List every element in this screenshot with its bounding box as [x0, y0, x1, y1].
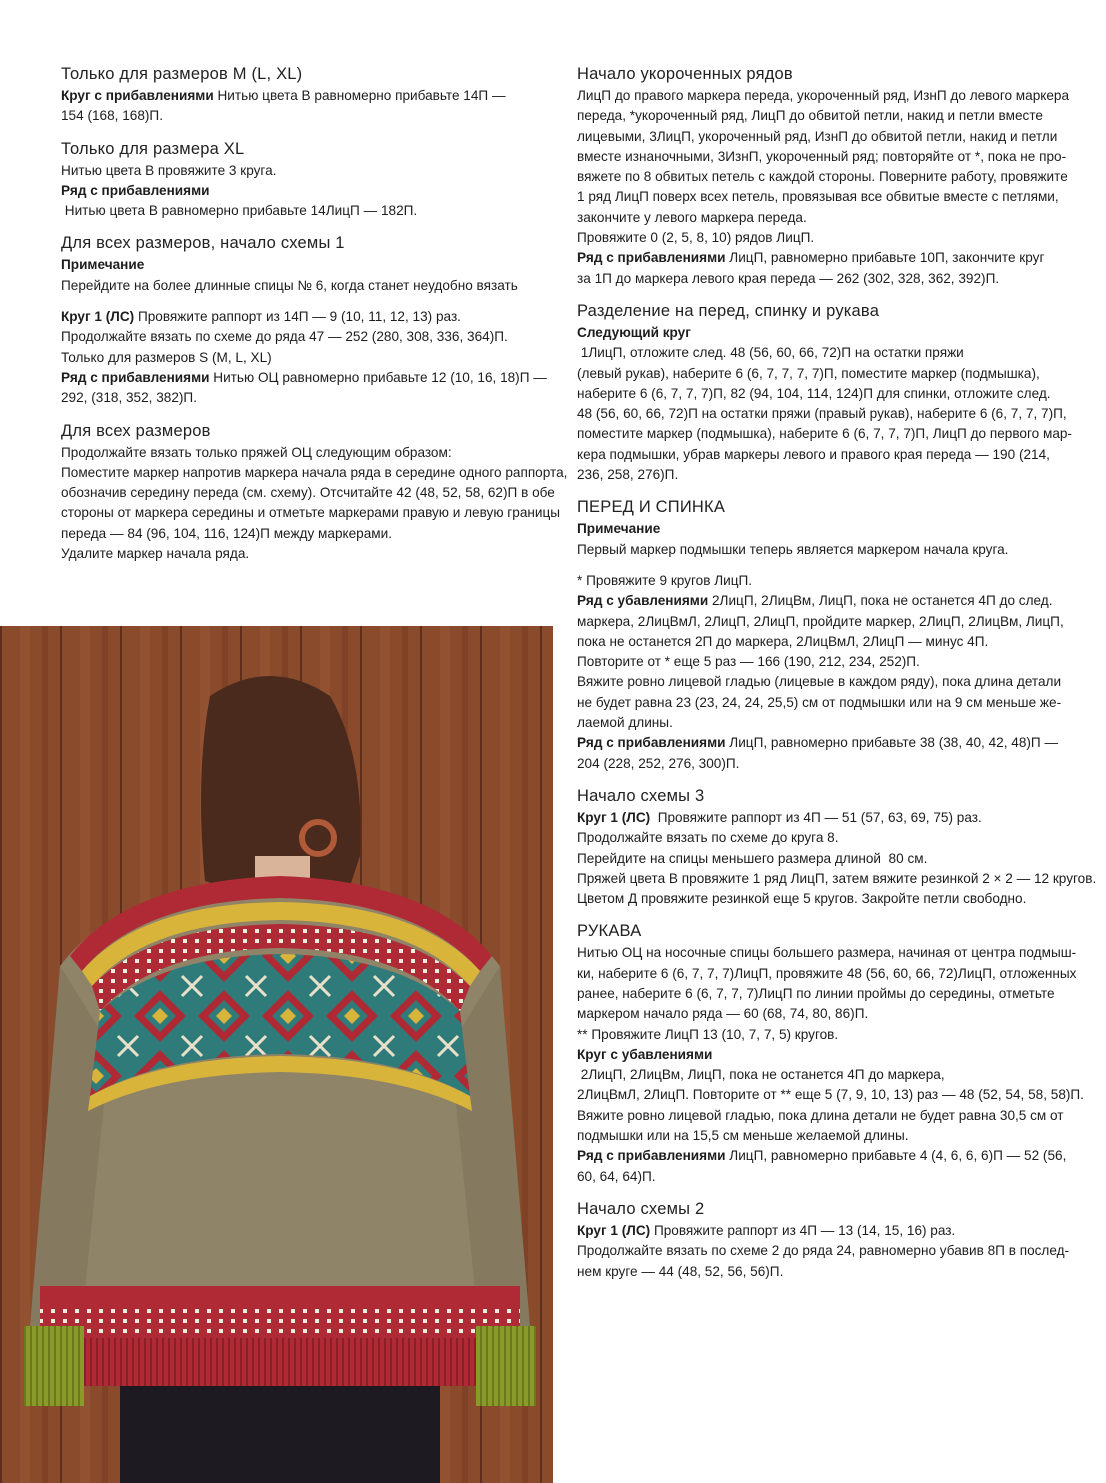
- line-text: Провяжите раппорт из 4П — 13 (14, 15, 16) раз.: [650, 1222, 956, 1238]
- text-line: [577, 964, 1077, 984]
- line-text: 2ЛицП, 2ЛицВм, ЛицП, пока не останется 4П до маркера,: [577, 1067, 945, 1083]
- text-line: [61, 503, 561, 523]
- text-line: [577, 519, 1067, 539]
- text-line: [577, 672, 1067, 692]
- left-cuff: [24, 1326, 84, 1406]
- line-bold-label: Круг 1 (ЛС): [577, 809, 651, 825]
- line-text: Нитью цвета В равномерно прибавьте 14ЛицП — 182П.: [61, 203, 418, 219]
- text-line: [577, 849, 1067, 869]
- line-text: Продолжайте вязать по схеме до ряда 47 — 252 (280, 308, 336, 364)П.: [61, 329, 508, 345]
- text-line: [577, 106, 1067, 126]
- line-bold-label: Следующий круг: [577, 324, 691, 340]
- line-text: маркера, 2ЛицВмЛ, 2ЛицП, 2ЛицП, пройдите маркер, 2ЛицП, 2ЛицВм, ЛицП,: [577, 613, 1064, 629]
- line-text: 154 (168, 168)П.: [61, 108, 163, 124]
- section-chart-2: [577, 1199, 1070, 1282]
- section-all-sizes: [61, 421, 568, 565]
- line-text: Провяжите 0 (2, 5, 8, 10) рядов ЛицП.: [577, 230, 815, 246]
- text-line: [61, 327, 561, 347]
- line-text: ЛицП, равномерно прибавьте 10П, закончите круг: [725, 250, 1045, 266]
- line-text: наберите 6 (6, 7, 7, 7)П, 82 (94, 104, 114, 124)П для спинки, отложите след.: [577, 385, 1051, 401]
- line-text: Перейдите на спицы меньшего размера длиной 80 см.: [577, 850, 928, 866]
- text-line: [577, 1106, 1067, 1126]
- line-text: Нитью цвета В провяжите 3 круга.: [61, 162, 277, 178]
- left-column: [61, 64, 568, 576]
- section-sleeves: [577, 921, 1084, 1187]
- line-text: переда — 84 (96, 104, 116, 124)П между маркерами.: [61, 525, 393, 541]
- right-column: [577, 64, 1097, 1294]
- line-text: ЛицП, равномерно прибавьте 38 (38, 40, 42, 48)П —: [725, 735, 1059, 751]
- line-bold-label: Круг 1 (ЛС): [577, 1222, 651, 1238]
- section-divide: [577, 301, 1072, 485]
- line-text: вяжете по 8 обвитых петель с каждой стороны. Поверните работу, провяжите: [577, 169, 1068, 185]
- text-line: [577, 1241, 1070, 1261]
- line-text: кера подмышки, убрав маркеры левого и правого края переда — 190 (214,: [577, 446, 1050, 462]
- section-note: [61, 255, 561, 296]
- text-line: [577, 1085, 1084, 1105]
- text-line: [577, 591, 1067, 611]
- line-bold-label: Ряд с прибавлениями: [577, 735, 726, 751]
- text-line: [577, 323, 1067, 364]
- section-front-back: [577, 497, 1067, 774]
- skirt: [120, 1386, 440, 1483]
- text-line: [577, 713, 1067, 733]
- section-heading: Начало укороченных рядов: [577, 65, 793, 83]
- line-text: Пряжей цвета В провяжите 1 ряд ЛицП, затем вяжите резинкой 2 × 2 — 12 кругов.: [577, 870, 1097, 886]
- line-text: Цветом Д провяжите резинкой еще 5 кругов. Закройте петли свободно.: [577, 891, 1027, 907]
- text-line: [577, 943, 1077, 963]
- line-text: не будет равна 23 (23, 24, 24, 25,5) см от подмышки или на 9 см меньше же-: [577, 694, 1062, 710]
- line-text: Продолжайте вязать по схеме до круга 8.: [577, 830, 839, 846]
- line-text: 2ЛицВмЛ, 2ЛицП. Повторите от ** еще 5 (7, 9, 10, 13) раз — 48 (52, 54, 58, 58)П.: [577, 1087, 1084, 1103]
- line-text: Провяжите раппорт из 4П — 51 (57, 63, 69, 75) раз.: [650, 809, 982, 825]
- line-text: 60, 64, 64)П.: [577, 1168, 656, 1184]
- section-body: [577, 571, 1067, 774]
- text-line: [61, 348, 561, 368]
- text-line: [577, 187, 1067, 207]
- text-line: [577, 1221, 1067, 1241]
- text-line: [577, 1045, 1067, 1086]
- line-text: обозначив середину переда (см. схему). Отсчитайте 42 (48, 52, 58, 62)П в обе: [61, 485, 555, 501]
- text-line: [577, 540, 1067, 560]
- text-line: [577, 828, 1067, 848]
- text-line: [577, 424, 1072, 444]
- section-heading: ПЕРЕД И СПИНКА: [577, 498, 726, 517]
- text-line: [577, 404, 1067, 424]
- text-line: [577, 228, 1067, 248]
- line-text: ранее, наберите 6 (6, 7, 7, 7)ЛицП по линии проймы до середины, отметьте: [577, 985, 1055, 1001]
- line-text: переда, *укороченный ряд, ЛицП до обвитой петли, накид и петли вместе: [577, 108, 1043, 124]
- hem-band-dots: [40, 1308, 520, 1338]
- section-heading: Только для размера XL: [61, 139, 245, 158]
- line-text: поместите маркер (подмышка), наберите 6 (6, 7, 7, 7)П, ЛицП до первого мар-: [577, 426, 1072, 442]
- line-bold-label: Круг с прибавлениями: [61, 88, 214, 103]
- text-line: [577, 465, 1067, 485]
- text-line: [577, 1167, 1067, 1187]
- text-line: [577, 632, 1067, 652]
- line-text: за 1П до маркера левого края переда — 262 (302, 328, 362, 392)П.: [577, 270, 1000, 286]
- text-line: [61, 544, 561, 564]
- line-text: Нитью ОЦ на носочные спицы большего размера, начиная от центра подмыш-: [577, 945, 1077, 961]
- text-line: [577, 652, 1067, 672]
- text-line: [61, 181, 561, 222]
- line-text: Только для размеров S (M, L, XL): [61, 349, 272, 365]
- line-text: 204 (228, 252, 276, 300)П.: [577, 755, 740, 771]
- line-text: лаемой длины.: [577, 715, 673, 731]
- line-text: 236, 258, 276)П.: [577, 467, 679, 483]
- hem-band-red: [40, 1286, 520, 1308]
- line-bold-label: Ряд с прибавлениями: [61, 182, 210, 198]
- text-line: [577, 889, 1067, 909]
- line-text: Продолжайте вязать по схеме 2 до ряда 24, равномерно убавив 8П в послед-: [577, 1243, 1070, 1259]
- line-text: 292, (318, 352, 382)П.: [61, 390, 197, 406]
- line-bold-label: Круг 1 (ЛС): [61, 309, 135, 325]
- text-line: [61, 524, 561, 544]
- text-line: [577, 248, 1067, 268]
- text-line: [61, 388, 561, 408]
- section-heading: Разделение на перед, спинку и рукава: [577, 301, 880, 320]
- section-sizes-m-l-xl: [61, 64, 561, 127]
- line-text: * Провяжите 9 кругов ЛицП.: [577, 572, 753, 588]
- text-line: [577, 693, 1067, 713]
- line-text: вместе изнаночными, 3ИзнП, укороченный ряд; повторяйте от *, пока не про-: [577, 148, 1067, 164]
- section-body: [61, 443, 568, 565]
- line-text: 1ЛицП, отложите след. 48 (56, 60, 66, 72)П на остатки пряжи: [577, 345, 964, 361]
- text-line: [577, 147, 1067, 167]
- text-line: [61, 161, 561, 181]
- text-line: [577, 984, 1067, 1004]
- line-text: 1 ряд ЛицП поверх всех петель, провязывая все обвитые вместе с петлями,: [577, 189, 1059, 205]
- line-text: (левый рукав), наберите 6 (6, 7, 7, 7, 7)П, поместите маркер (подмышка),: [577, 365, 1040, 381]
- text-line: [577, 808, 1067, 828]
- line-bold-label: Ряд с прибавлениями: [577, 1148, 726, 1164]
- text-line: [577, 612, 1067, 632]
- text-line: [577, 208, 1067, 228]
- section-body: [61, 307, 561, 408]
- line-text: Повторите от * еще 5 раз — 166 (190, 212, 234, 252)П.: [577, 654, 920, 670]
- text-line: [61, 368, 561, 388]
- right-cuff: [476, 1326, 536, 1406]
- section-body: [577, 86, 1070, 289]
- line-text: 48 (56, 60, 66, 72)П на остатки пряжи (правый рукав), наберите 6 (6, 7, 7, 7)П,: [577, 406, 1067, 422]
- line-text: Поместите маркер напротив маркера начала ряда в середине одного раппорта,: [61, 464, 568, 480]
- line-text: ** Провяжите ЛицП 13 (10, 7, 7, 5) кругов.: [577, 1026, 839, 1042]
- text-line: [61, 307, 561, 327]
- text-line: [61, 106, 561, 126]
- sweater-photo: [0, 626, 553, 1483]
- line-text: пока не останется 2П до маркера, 2ЛицВмЛ, 2ЛицП — минус 4П.: [577, 633, 989, 649]
- text-line: [577, 754, 1067, 774]
- section-all-sizes-chart-1: [61, 233, 561, 408]
- section-body: [577, 323, 1072, 485]
- text-line: [61, 255, 561, 275]
- sweater-illustration: [0, 626, 553, 1483]
- text-line: [61, 483, 561, 503]
- text-line: [577, 571, 1067, 591]
- line-text: подмышки или на 15,5 см меньше желаемой длины.: [577, 1128, 909, 1144]
- text-line: [577, 364, 1067, 384]
- section-heading: Только для размеров M (L, XL): [61, 65, 303, 83]
- line-text: Продолжайте вязать только пряжей ОЦ следующим образом:: [61, 444, 452, 460]
- line-bold-label: Ряд с убавлениями: [577, 593, 709, 609]
- line-text: Вяжите ровно лицевой гладью (лицевые в каждом ряду), пока длина детали: [577, 674, 1062, 690]
- text-line: [577, 1025, 1067, 1045]
- text-line: [61, 443, 561, 463]
- line-bold-label: Примечание: [577, 521, 661, 537]
- line-text: нем круге — 44 (48, 52, 56, 56)П.: [577, 1263, 784, 1279]
- line-text: Удалите маркер начала ряда.: [61, 546, 250, 562]
- text-line: [577, 1004, 1067, 1024]
- line-text: маркером начало ряда — 60 (68, 74, 80, 86)П.: [577, 1006, 869, 1022]
- text-line: [577, 733, 1067, 753]
- text-line: [577, 1126, 1067, 1146]
- section-heading: РУКАВА: [577, 922, 642, 941]
- section-body: [577, 808, 1097, 909]
- section-size-xl: [61, 139, 561, 222]
- line-text: ЛицП до правого маркера переда, укороченный ряд, ИзнП до левого маркера: [577, 88, 1070, 103]
- section-heading: Для всех размеров, начало схемы 1: [61, 234, 345, 253]
- line-bold-label: Примечание: [61, 257, 145, 273]
- text-line: [577, 1262, 1067, 1282]
- text-line: [577, 86, 1070, 106]
- text-line: [577, 127, 1067, 147]
- text-line: [577, 269, 1067, 289]
- line-text: Вяжите ровно лицевой гладью, пока длина детали не будет равна 30,5 см от: [577, 1107, 1064, 1123]
- text-line: [61, 463, 568, 483]
- line-bold-label: Круг с убавлениями: [577, 1046, 713, 1062]
- line-text: лицевыми, 3ЛицП, укороченный ряд, ИзнП до обвитой петли, накид и петли: [577, 128, 1058, 144]
- line-text: Нитью цвета В равномерно прибавьте 14П —: [213, 88, 506, 103]
- text-line: [577, 869, 1097, 889]
- line-text: 2ЛицП, 2ЛицВм, ЛицП, пока не останется 4П до след.: [708, 593, 1053, 609]
- section-body: [61, 161, 561, 222]
- line-text: Нитью ОЦ равномерно прибавьте 12 (10, 16, 18)П —: [209, 369, 547, 385]
- section-body: [577, 943, 1084, 1187]
- section-heading: Начало схемы 3: [577, 786, 705, 805]
- line-text: стороны от маркера середины и отметьте маркерами правую и левую границы: [61, 505, 561, 521]
- line-text: ки, наберите 6 (6, 7, 7, 7)ЛицП, провяжите 48 (56, 60, 66, 72)ЛицП, отложенных: [577, 965, 1077, 981]
- section-heading: Для всех размеров: [61, 421, 211, 440]
- section-heading: Начало схемы 2: [577, 1199, 705, 1218]
- line-text: закончите у левого маркера переда.: [577, 209, 807, 225]
- line-text: Перейдите на более длинные спицы № 6, когда станет неудобно вязать: [61, 277, 518, 293]
- text-line: [577, 167, 1067, 187]
- section-short-rows: [577, 64, 1070, 289]
- section-body: [61, 86, 561, 127]
- text-line: [577, 445, 1067, 465]
- line-text: Провяжите раппорт из 14П — 9 (10, 11, 12, 13) раз.: [134, 309, 461, 325]
- line-bold-label: Ряд с прибавлениями: [61, 369, 210, 385]
- line-bold-label: Ряд с прибавлениями: [577, 250, 726, 266]
- text-line: [61, 276, 561, 296]
- section-body: [577, 1221, 1070, 1282]
- text-line: [577, 384, 1067, 404]
- text-line: [577, 1146, 1067, 1166]
- section-note: [577, 519, 1067, 560]
- section-chart-3: [577, 786, 1097, 909]
- text-line: [61, 86, 561, 106]
- line-text: Первый маркер подмышки теперь является маркером начала круга.: [577, 541, 1009, 557]
- line-text: ЛицП, равномерно прибавьте 4 (4, 6, 6, 6)П — 52 (56,: [725, 1148, 1067, 1164]
- hem-ribbing: [40, 1338, 520, 1386]
